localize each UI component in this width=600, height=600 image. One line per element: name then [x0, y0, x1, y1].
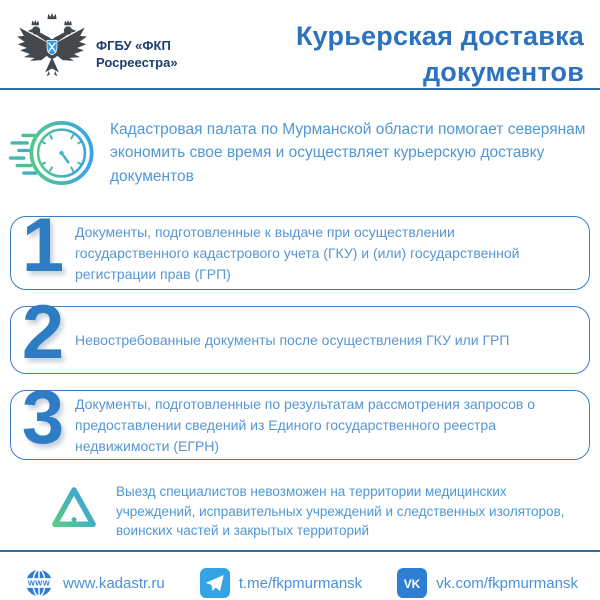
org-name-line2: Росреестра» [96, 55, 178, 70]
speeding-clock-icon [8, 114, 100, 192]
header [0, 0, 600, 88]
page-title [296, 18, 584, 91]
svg-text:VK: VK [404, 576, 421, 591]
telegram-icon [200, 568, 230, 598]
footer-link-website[interactable] [24, 568, 165, 598]
footer-link-telegram[interactable] [200, 568, 362, 598]
footer-link-vk-label: vk.com/fkpmurmansk [436, 574, 578, 592]
rosreestr-double-eagle-logo [14, 8, 90, 88]
card-2-number: 2 [21, 289, 65, 375]
card-1-number: 1 [21, 202, 65, 288]
org-name-line1: ФГБУ «ФКП [96, 38, 171, 54]
logo-block [14, 8, 178, 88]
globe-www-icon [24, 568, 54, 598]
intro-section [8, 114, 586, 194]
org-name [96, 38, 178, 72]
page-title-line2: документов [422, 57, 584, 88]
card-2-text: Невостребованные документы после осуществления ГКУ или ГРП [75, 331, 510, 348]
warning-text: Выезд специалистов невозможен на территории медицинских учреждений, исправительных учреждений и следственных изоляторов, воинских частей и закрытых территорий [116, 484, 565, 539]
svg-text:WWW: WWW [27, 578, 51, 588]
warning-triangle-icon [46, 480, 102, 536]
vk-icon [397, 568, 427, 598]
card-1-text: Документы, подготовленные к выдаче при осуществлении государственного кадастрового учета (ГКУ) и (или) государственной регистрации прав (ГРП) [75, 223, 520, 282]
footer-link-vk[interactable] [397, 568, 578, 598]
warning-section [46, 480, 586, 538]
footer-link-telegram-label: t.me/fkpmurmansk [238, 574, 363, 592]
footer [0, 552, 600, 598]
card-3 [10, 374, 590, 460]
intro-text: Кадастровая палата по Мурманской области помогает северянам экономить свое время и осуществляет курьерскую доставку документов [110, 121, 586, 185]
card-1 [10, 202, 590, 290]
card-3-number: 3 [21, 374, 65, 460]
footer-link-website-label: www.kadastr.ru [63, 574, 165, 592]
page-title-line1: Курьерская доставка [296, 21, 584, 51]
card-3-text: Документы, подготовленные по результатам рассмотрения запросов о предоставлении сведений из Единого государственного реестра недвижимости (ЕГРН) [75, 395, 535, 454]
card-2 [10, 289, 590, 375]
